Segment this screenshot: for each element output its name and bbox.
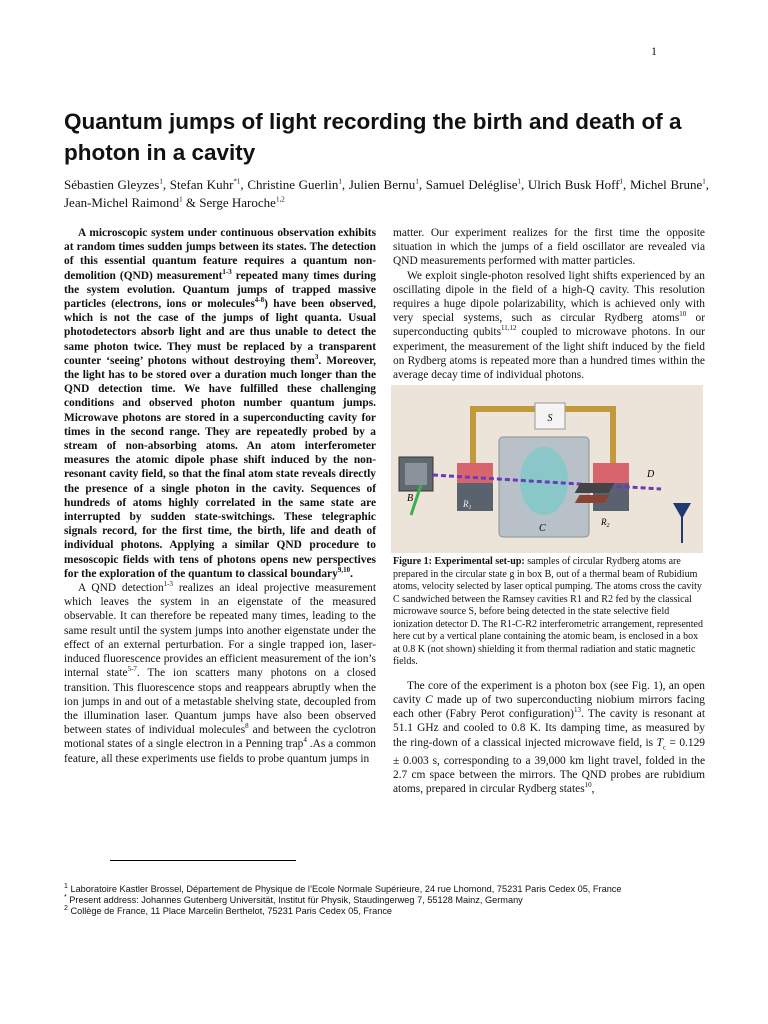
citation: 4 xyxy=(303,736,307,745)
page-number: 1 xyxy=(651,44,657,58)
body-text: We exploit single-photon resolved light shifts experienced by an oscillating dipole in the field of a high-Q cavity. This resolution requires a huge dipole polarizability, which is achieved only with very special systems, such as circular Rydberg atoms xyxy=(393,269,705,325)
atom-source-box-face xyxy=(405,463,427,485)
affiliation-mark: *1 xyxy=(233,177,241,186)
citation: 11,12 xyxy=(501,324,517,333)
figure-label-r1: $R_1$ xyxy=(463,499,472,512)
abstract-text: ) have been observed, which is not the case of the jumps of light quanta. Usual photodetectors absorb light and are thus unable to detect the same photon twice. They must be replaced by a transparent counter ‘seeing’ photons without destroying them xyxy=(64,298,376,367)
affiliation-mark: 1 xyxy=(338,177,342,186)
body-text: The core of the experiment is a photon box (see Fig. 1), an open cavity xyxy=(393,679,705,706)
footnotes xyxy=(64,884,724,916)
caption-heading: Figure 1: Experimental set-up: xyxy=(393,556,525,568)
body-text: and between the cyclotron motional states of a single electron in a Penning trap xyxy=(64,724,376,751)
caption-text: samples of circular Rydberg atoms are prepared in the circular state g in box B, out of a thermal beam of Rubidium atoms, velocity selected by laser optical pumping. The atoms cross the cavity C sandwiched between the Ramsey cavities R1 and R2 fed by the classical microwave source S, before being detected in the state selective field ionization detector D. The R1-C-R2 interferometric arrangement, represented here cut by a vertical plane containing the atomic beam, is enclosed in a box at 0.8 K (not shown) shielding it from thermal radiation and static magnetic fields. xyxy=(393,556,703,668)
author-name: Sébastien Gleyzes xyxy=(64,177,160,192)
footnote-text: Present address: Johannes Gutenberg Universität, Institut für Physik, Staudingerweg 7, 55128 Mainz, Germany xyxy=(66,894,523,905)
body-text: , xyxy=(591,783,595,796)
symbol-subscript: c xyxy=(662,742,667,751)
experimental-setup-figure xyxy=(391,385,703,553)
body-paragraph xyxy=(393,679,705,797)
abstract-text: A microscopic system under continuous observation exhibits at random times sudden jumps between its states. The detection of this essential quantum feature requires a quantum non-demolition (QND) measurement xyxy=(64,227,376,282)
body-text: = 0.129 ± 0.003 s, corresponding to a 39,000 km light travel, folded in the 2.7 cm space between the mirrors. The QND probes are rubidium atoms, prepared in circular Rydberg states xyxy=(393,736,705,796)
author-name: , Stefan Kuhr xyxy=(162,177,234,192)
citation: 5-7 xyxy=(127,665,137,674)
body-text: realizes an ideal projective measurement which leaves the system in an eigenstate of the measured observable. It can therefore be repeated many times, leading to the same result until the system jumps into another eigenstate under the effect of an external perturbation. For a single trapped ion, laser-induced fluorescence provides an efficient measurement of the ion’s internal state xyxy=(64,582,377,680)
abstract-text: . xyxy=(350,567,353,580)
symbol: C xyxy=(425,693,433,706)
body-text: A QND detection xyxy=(78,582,164,595)
cavity-mode xyxy=(520,447,568,515)
affiliation-mark: 1 xyxy=(517,177,521,186)
footnote xyxy=(64,906,724,917)
body-paragraph xyxy=(393,269,705,383)
citation: 10 xyxy=(679,310,687,319)
body-paragraph xyxy=(64,581,376,766)
footnote-mark: * xyxy=(64,893,67,901)
detector-plate xyxy=(575,495,610,503)
ramsey-cavity-r2-top xyxy=(593,463,629,483)
footnote xyxy=(64,895,724,906)
affiliation-mark: 1 xyxy=(702,177,706,186)
body-paragraph: matter. Our experiment realizes for the first time the opposite situation in which the jumps of a field oscillator are revealed via QND measurements performed with matter particles. xyxy=(393,227,705,268)
body-text: . The ion scatters many photons on a closed transition. This fluorescence stops and reappears abruptly when the ion jumps in and out of a metastable shelving state, decoupled from the illumination laser. Quantum jumps have also been observed between states of individual molecules xyxy=(64,667,376,737)
affiliation-mark: 1 xyxy=(179,195,183,204)
figure-caption xyxy=(393,556,705,669)
figure-label-d: D xyxy=(647,469,655,481)
author-name: , Ulrich Busk Hoff xyxy=(521,177,620,192)
symbol: T xyxy=(656,736,663,749)
author-name: & Serge Haroche xyxy=(182,195,276,210)
author-name: , Julien Bernu xyxy=(341,177,416,192)
figure-label-r2: $R_2$ xyxy=(601,517,610,530)
figure-label-b: B xyxy=(407,493,414,505)
abstract-text: repeated many times during the system evolution. Quantum jumps of trapped massive particles (electrons, ions or molecules xyxy=(64,269,376,311)
citation: 3 xyxy=(314,353,319,362)
body-text: . The cavity is resonant at 51.1 GHz and cooled to 0.8 K. Its damping time, as measured by the ring-down of a classical injected microwave field, is xyxy=(393,708,705,749)
figure-label-s: S xyxy=(547,413,553,425)
footnote-mark: 2 xyxy=(64,904,68,912)
body-text: made up of two superconducting niobium mirrors facing each other (Fabry Perot configuration) xyxy=(393,693,705,721)
citation: 1-3 xyxy=(222,267,232,276)
footnote xyxy=(64,884,724,895)
citation: 13 xyxy=(573,706,581,715)
footnote-mark: 1 xyxy=(64,882,68,890)
author-name: , Michel Brune xyxy=(623,177,703,192)
citation: 9,10 xyxy=(337,566,351,575)
figure-label-c: C xyxy=(539,523,546,535)
paper-title: Quantum jumps of light recording the birth and death of a photon in a cavity xyxy=(64,109,682,165)
author-name: , Jean-Michel Raimond xyxy=(64,177,709,210)
footnote-text: Laboratoire Kastler Brossel, Département de Physique de l’Ecole Normale Supérieure, 24 rue Lhomond, 75231 Paris Cedex 05, France xyxy=(67,884,622,894)
author-name: , Samuel Deléglise xyxy=(418,177,518,192)
footnote-text: Collège de France, 11 Place Marcelin Berthelot, 75231 Paris Cedex 05, France xyxy=(67,905,393,916)
ramsey-cavity-r1-top xyxy=(457,463,493,483)
affiliation-mark: 1 xyxy=(619,177,624,186)
affiliation-mark: 1,2 xyxy=(275,195,285,204)
footnote-divider xyxy=(110,860,296,861)
body-text: .As a common feature, all these experiments use fields to probe quantum jumps in xyxy=(64,738,377,765)
abstract xyxy=(64,226,376,581)
affiliation-mark: 1 xyxy=(415,177,419,186)
abstract-text: . Moreover, the light has to be stored over a duration much longer than the QND detection time. We have fulfilled these challenging conditions and observed photon number quantum jumps. Microwave photons are stored in a superconducting cavity for times in the second range. They are repeatedly probed by a stream of non-absorbing atoms. An atom interferometer measures the atomic dipole phase shift induced by the non-resonant cavity field, so that the final atom state reveals directly the presence of a single photon in the cavity. Sequences of hundreds of atoms highly correlated in the same state are interrupted by sudden state-switchings. These telegraphic signals record, for the first time, the birth, life and death of individual photons. Applying a similar QND procedure to mesoscopic fields with tens of photons opens new perspectives for the exploration of the quantum to classical boundary xyxy=(64,354,376,580)
citation: 10 xyxy=(584,781,592,790)
author-name: , Christine Guerlin xyxy=(240,177,339,192)
citation: 8 xyxy=(245,722,249,731)
detector-plate xyxy=(575,483,615,493)
right-column xyxy=(393,226,705,797)
citation: 1-3 xyxy=(163,580,173,589)
affiliation-mark: 1 xyxy=(159,177,163,186)
citation: 4-8 xyxy=(254,296,265,305)
body-text: coupled to microwave photons. In our experiment, the measurement of the light shift induced by the field on Rydberg atoms is repeated more than a hundred times within the average decay time of individual photons. xyxy=(393,326,705,382)
body-text: or superconducting qubits xyxy=(393,312,705,339)
author-list xyxy=(64,176,709,212)
left-column xyxy=(64,226,376,766)
